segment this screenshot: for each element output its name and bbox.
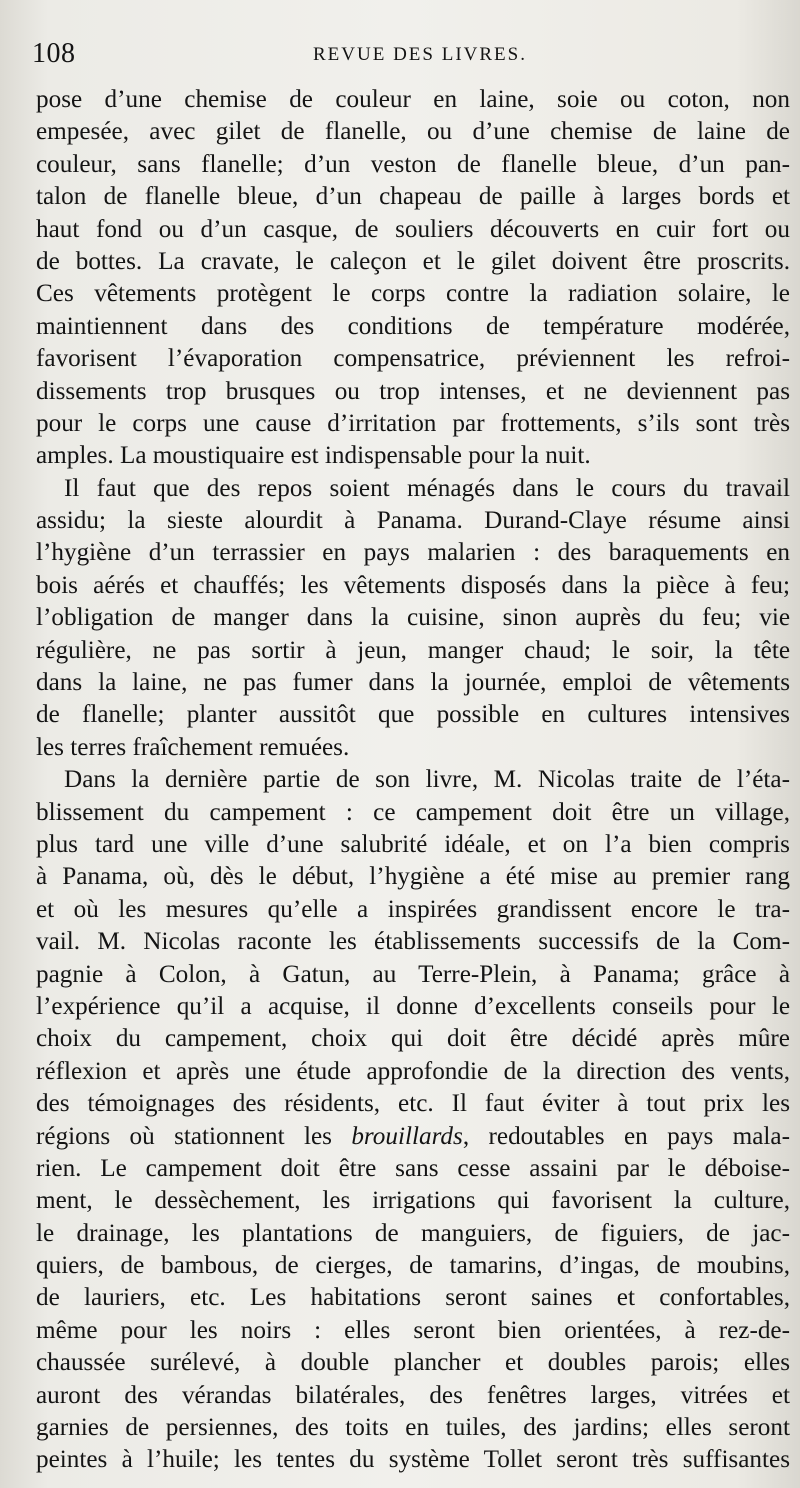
page-header [30,38,770,78]
text-line: même pour les noirs : elles seront bien orientées, à rez-de- [36,1316,790,1344]
text-line: assidu; la sieste alourdit à Panama. Durand-Claye résume ainsi [36,507,790,535]
running-head: REVUE DES LIVRES. [313,44,527,65]
body-text [36,84,790,1477]
text-line: et où les mesures qu’elle a inspirées grandissent encore le tra- [36,895,790,923]
text-line: auront des vérandas bilatérales, des fenêtres larges, vitrées et [36,1381,790,1409]
text-line: favorisent l’évaporation compensatrice, préviennent les refroi- [36,345,790,373]
page-number: 108 [32,38,76,69]
italic-word: brouillards [351,1122,463,1150]
text-line: Ces vêtements protègent le corps contre la radiation solaire, le [36,280,790,308]
text-line: plus tard une ville d’une salubrité idéale, et on l’a bien compris [36,830,790,858]
text-line: de flanelle; planter aussitôt que possible en cultures intensives [36,701,790,729]
text-line: des témoignages des résidents, etc. Il faut éviter à tout prix les [36,1090,790,1118]
text-line: choix du campement, choix qui doit être décidé après mûre [36,1025,790,1053]
text-line: rien. Le campement doit être sans cesse assaini par le déboise- [36,1154,790,1182]
text-line: pose d’une chemise de couleur en laine, soie ou coton, non [36,86,790,113]
text-line: peintes à l’huile; les tentes du système Tollet seront très suffisantes [36,1446,790,1474]
text-line: de bottes. La cravate, le caleçon et le gilet doivent être proscrits. [36,247,790,275]
text-line: de lauriers, etc. Les habitations seront saines et confortables, [36,1284,790,1312]
text-line: dans la laine, ne pas fumer dans la journée, emploi de vêtements [36,669,790,697]
paragraph-end-line: les terres fraîchement remuées. [36,733,350,761]
text-line: garnies de persiennes, des toits en tuiles, des jardins; elles seront [36,1414,790,1442]
text-line: à Panama, où, dès le début, l’hygiène a été mise au premier rang [36,863,790,891]
text-line: ment, le dessèchement, les irrigations qui favorisent la culture, [36,1187,790,1215]
paragraph-end-line: amples. La moustiquaire est indispensable pour la nuit. [36,442,591,470]
text-line: quiers, de bambous, de cierges, de tamarins, d’ingas, de moubins, [36,1252,790,1280]
text-line: empesée, avec gilet de flanelle, ou d’une chemise de laine de [36,118,790,146]
text-line: réflexion et après une étude approfondie de la direction des vents, [36,1057,790,1085]
text-line: pour le corps une cause d’irritation par frottements, s’ils sont très [36,409,790,437]
text-line-with-italic [36,1121,790,1153]
text-line: maintiennent dans des conditions de température modérée, [36,312,790,340]
text-line: l’obligation de manger dans la cuisine, sinon auprès du feu; vie [36,604,790,632]
text-line: couleur, sans flanelle; d’un veston de flanelle bleue, d’un pan- [36,150,790,178]
text-line: vail. M. Nicolas raconte les établissements successifs de la Com- [36,928,790,956]
text-line: le drainage, les plantations de manguiers, de figuiers, de jac- [36,1219,790,1247]
line-segment: régions où stationnent les [36,1122,352,1150]
text-line: bois aérés et chauffés; les vêtements disposés dans la pièce à feu; [36,571,790,599]
text-line: pagnie à Colon, à Gatun, au Terre-Plein, à Panama; grâce à [36,960,790,988]
text-line: chaussée surélevé, à double plancher et doubles parois; elles [36,1349,790,1377]
text-line: l’hygiène d’un terrassier en pays malarien : des baraquements en [36,539,790,567]
text-line: talon de flanelle bleue, d’un chapeau de paille à larges bords et [36,183,790,211]
text-line: régulière, ne pas sortir à jeun, manger chaud; le soir, la tête [36,636,790,664]
paragraph-start-line: Dans la dernière partie de son livre, M. Nicolas traite de l’éta- [64,766,790,794]
text-line: haut fond ou d’un casque, de souliers découverts en cuir fort ou [36,215,790,243]
paragraph-start-line: Il faut que des repos soient ménagés dans le cours du travail [64,474,790,502]
line-segment: , redoutables en pays mala- [462,1122,790,1150]
text-line: blissement du campement : ce campement doit être un village, [36,798,790,826]
text-line: dissements trop brusques ou trop intenses, et ne deviennent pas [36,377,790,405]
text-line: l’expérience qu’il a acquise, il donne d’excellents conseils pour le [36,992,790,1020]
